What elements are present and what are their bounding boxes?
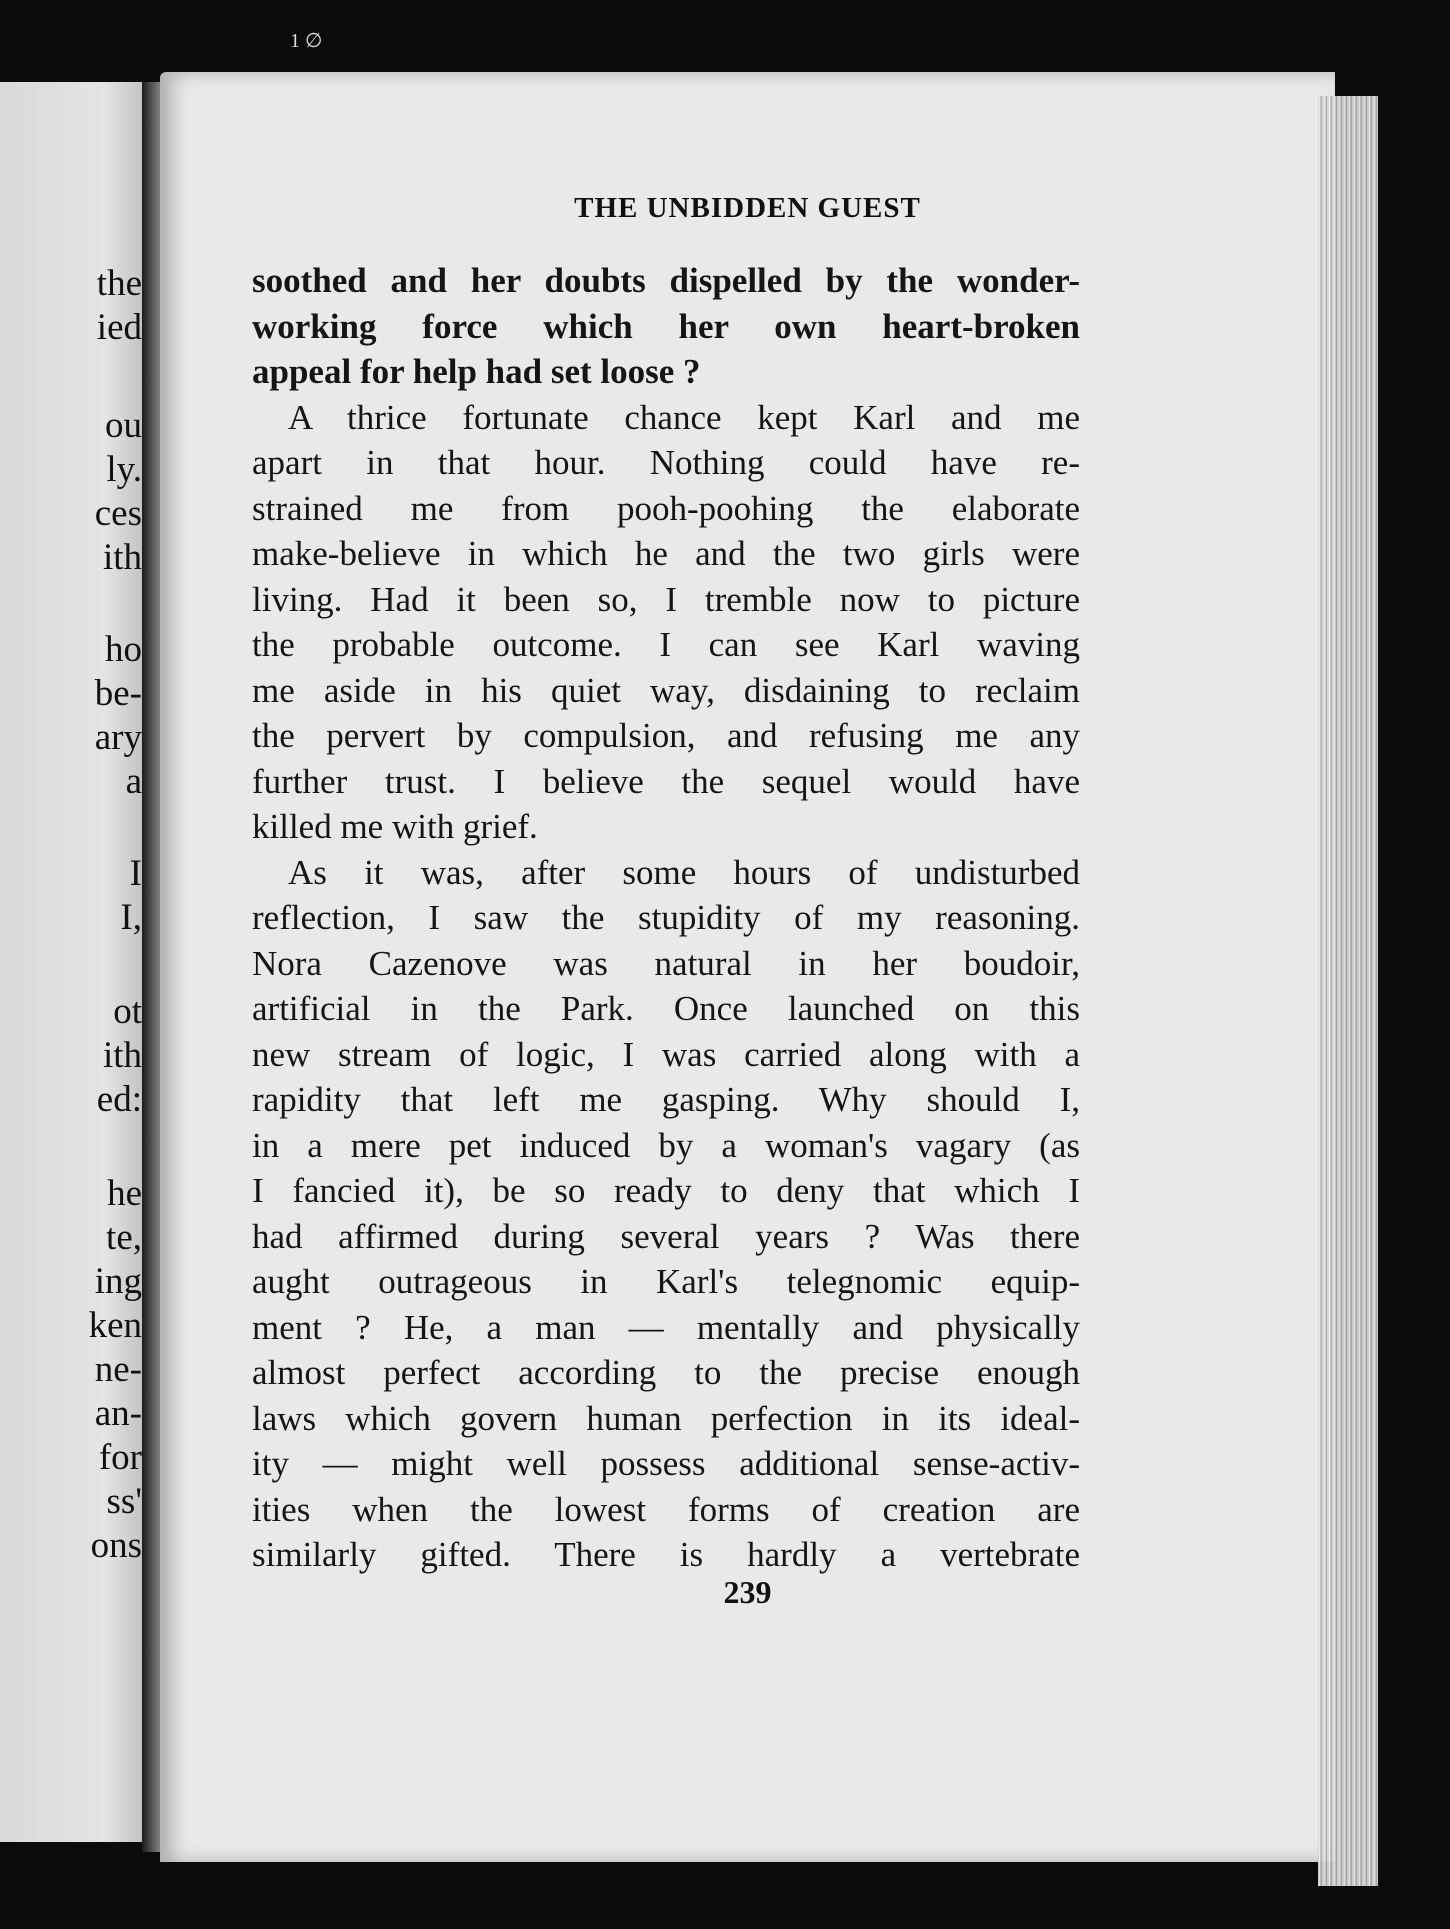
text-line: me aside in his quiet way, disdaining to reclaim <box>252 670 1080 710</box>
text-line: apart in that hour. Nothing could have re- <box>252 443 1080 482</box>
facing-line: a <box>125 761 142 802</box>
text-line: laws which govern human perfection in its ideal- <box>252 1398 1080 1438</box>
text-line: had affirmed during several years ? Was there <box>252 1216 1080 1256</box>
book-spine-gutter <box>142 82 162 1852</box>
facing-line: he <box>107 1173 142 1214</box>
facing-line: I, <box>120 897 142 938</box>
text-line: As it was, after some hours of undisturbed <box>288 852 1080 892</box>
paragraph <box>252 850 1080 1578</box>
facing-line: ss' <box>106 1481 142 1522</box>
page-edges <box>1318 96 1378 1886</box>
running-header: THE UNBIDDEN GUEST <box>574 192 921 224</box>
text-line: Nora Cazenove was natural in her boudoir, <box>252 943 1080 983</box>
text-line: rapidity that left me gasping. Why should I, <box>252 1080 1080 1119</box>
facing-line: ith <box>102 537 142 578</box>
facing-line: ons <box>90 1525 142 1566</box>
text-line: similarly gifted. There is hardly a vertebrate <box>252 1535 1080 1574</box>
paragraph <box>252 258 1080 395</box>
text-line: new stream of logic, I was carried along with a <box>252 1034 1080 1074</box>
text-line: strained me from pooh-poohing the elaborate <box>252 488 1080 528</box>
facing-line: for <box>98 1437 142 1478</box>
text-line: A thrice fortunate chance kept Karl and me <box>288 397 1080 437</box>
scan-speck <box>1160 1220 1167 1227</box>
facing-line: ing <box>94 1261 142 1302</box>
facing-line: te, <box>106 1217 142 1258</box>
facing-line: ces <box>94 493 142 534</box>
facing-line: I <box>129 853 142 894</box>
facing-line: ne- <box>94 1349 142 1390</box>
scan-marks: 1 ∅ <box>290 30 323 52</box>
text-line: further trust. I believe the sequel would have <box>252 761 1080 801</box>
text-line: the probable outcome. I can see Karl waving <box>252 625 1080 664</box>
facing-line: ken <box>88 1305 142 1346</box>
facing-line: ot <box>113 991 142 1032</box>
text-line: ities when the lowest forms of creation are <box>252 1489 1080 1529</box>
facing-page <box>0 82 150 1842</box>
page-body <box>252 258 1080 1578</box>
facing-line: ith <box>102 1035 142 1076</box>
facing-line: an- <box>94 1393 142 1434</box>
text-line: artificial in the Park. Once launched on this <box>252 989 1080 1028</box>
text-line: almost perfect according to the precise enough <box>252 1353 1080 1392</box>
text-line: appeal for help had set loose ? <box>252 352 701 391</box>
facing-line: ho <box>105 629 142 670</box>
text-line: soothed and her doubts dispelled by the wonder- <box>252 261 1080 300</box>
facing-line: be- <box>94 673 142 714</box>
page-number: 239 <box>723 1574 772 1610</box>
text-line: working force which her own heart-broken <box>252 306 1080 346</box>
text-line: ity — might well possess additional sense-activ- <box>252 1444 1080 1483</box>
facing-line: the <box>96 263 142 304</box>
text-line: killed me with grief. <box>252 807 538 846</box>
text-line: living. Had it been so, I tremble now to picture <box>252 579 1080 619</box>
facing-line: ly. <box>106 449 142 490</box>
paragraph <box>252 395 1080 850</box>
text-line: make-believe in which he and the two girls were <box>252 534 1080 573</box>
text-line: reflection, I saw the stupidity of my reasoning. <box>252 898 1080 937</box>
text-line: in a mere pet induced by a woman's vagary (as <box>252 1125 1080 1165</box>
text-line: aught outrageous in Karl's telegnomic equip- <box>252 1262 1080 1301</box>
text-line: ment ? He, a man — mentally and physically <box>252 1307 1080 1347</box>
text-line: I fancied it), be so ready to deny that which I <box>252 1171 1080 1210</box>
facing-line: ary <box>94 717 142 758</box>
facing-line: ied <box>96 307 142 348</box>
text-line: the pervert by compulsion, and refusing me any <box>252 716 1080 755</box>
facing-line: ed: <box>96 1079 142 1120</box>
book-page <box>160 72 1335 1862</box>
facing-line: ou <box>105 405 142 446</box>
